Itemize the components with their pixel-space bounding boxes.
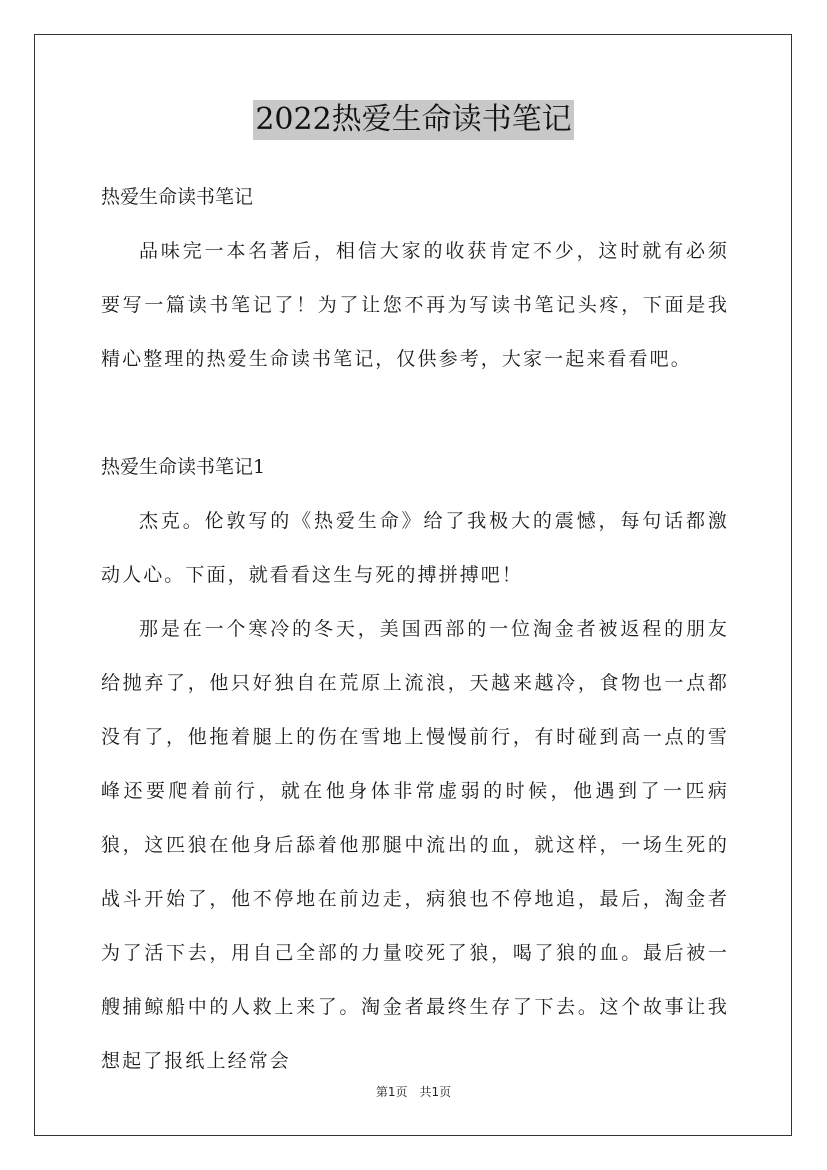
page-number-footer: 第1页 共1页 xyxy=(375,1085,452,1099)
document-body xyxy=(101,170,729,1088)
body-paragraph-2: 那是在一个寒冷的冬天，美国西部的一位淘金者被返程的朋友给抛弃了，他只好独自在荒原上流浪，天越来越冷，食物也一点都没有了，他拖着腿上的伤在雪地上慢慢前行，有时碰到高一点的雪峰还要爬着前行，就在他身体非常虚弱的时候，他遇到了一匹病狼，这匹狼在他身后舔着他那腿中流出的血，就这样，一场生死的战斗开始了，他不停地在前边走，病狼也不停地追，最后，淘金者为了活下去，用自己全部的力量咬死了狼，喝了狼的血。最后被一艘捕鲸船中的人救上来了。淘金者最终生存了下去。这个故事让我想起了报纸上经常会 xyxy=(101,618,729,1072)
document-title: 2022热爱生命读书笔记 xyxy=(253,100,573,140)
blank-line xyxy=(101,386,729,440)
section-heading: 热爱生命读书笔记1 xyxy=(101,456,266,478)
body-paragraph-1: 杰克。伦敦写的《热爱生命》给了我极大的震憾，每句话都激动人心。下面，就看看这生与死的搏拼搏吧！ xyxy=(101,510,729,586)
title-container xyxy=(0,100,827,140)
intro-heading: 热爱生命读书笔记 xyxy=(101,186,254,208)
intro-paragraph: 品味完一本名著后，相信大家的收获肯定不少，这时就有必须要写一篇读书笔记了！为了让您不再为写读书笔记头疼，下面是我精心整理的热爱生命读书笔记，仅供参考，大家一起来看看吧。 xyxy=(101,240,729,370)
